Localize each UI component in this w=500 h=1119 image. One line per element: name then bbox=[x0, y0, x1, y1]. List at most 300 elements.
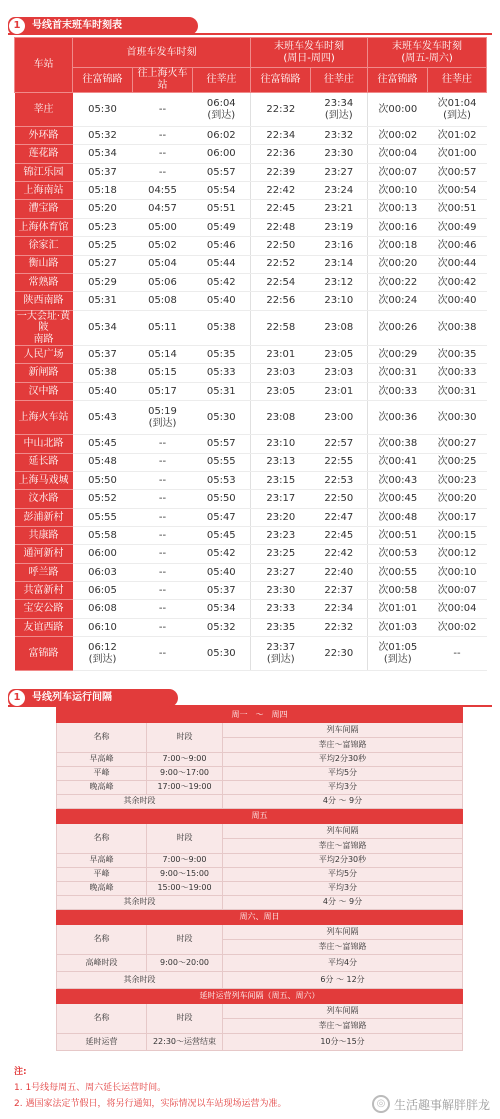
time-cell: 23:16 bbox=[311, 237, 368, 255]
time-cell: 22:30 bbox=[311, 637, 368, 671]
time-cell: 次00:27 bbox=[428, 435, 487, 453]
time-cell: 05:46 bbox=[193, 237, 251, 255]
period-name: 早高峰 bbox=[57, 753, 147, 767]
time-cell: 05:37 bbox=[73, 346, 133, 364]
time-cell: 05:45 bbox=[73, 435, 133, 453]
subheader-direction: 往莘庄 bbox=[193, 68, 251, 93]
time-cell: 06:03 bbox=[73, 563, 133, 581]
time-cell: 23:37 (到达) bbox=[251, 637, 311, 671]
camera-icon: ◎ bbox=[372, 1095, 390, 1113]
header-last-train-sun-thu: 末班车发车时刻 (周日-周四) bbox=[251, 38, 368, 68]
time-cell: 次00:35 bbox=[428, 346, 487, 364]
table-row bbox=[15, 218, 487, 236]
timetable-section-header bbox=[8, 17, 492, 37]
time-cell: 05:40 bbox=[193, 292, 251, 310]
time-cell: 06:10 bbox=[73, 618, 133, 636]
time-cell: 05:15 bbox=[133, 364, 193, 382]
time-cell: 次00:30 bbox=[428, 401, 487, 435]
time-cell: 23:12 bbox=[311, 273, 368, 291]
station-name: 共康路 bbox=[15, 526, 73, 544]
time-cell: 05:58 bbox=[73, 526, 133, 544]
time-cell: 22:45 bbox=[251, 200, 311, 218]
interval-section-header bbox=[8, 689, 492, 709]
time-cell: 次00:51 bbox=[368, 526, 428, 544]
time-cell: -- bbox=[133, 563, 193, 581]
time-cell: 05:17 bbox=[133, 382, 193, 400]
time-cell: 次00:42 bbox=[428, 273, 487, 291]
time-cell: 次00:38 bbox=[428, 310, 487, 346]
time-cell: 22:34 bbox=[251, 127, 311, 145]
interval-band: 延时运营列车间隔（周五、周六） bbox=[57, 989, 463, 1004]
time-cell: 05:53 bbox=[193, 471, 251, 489]
station-name: 共富新村 bbox=[15, 582, 73, 600]
col-name-header: 名称 bbox=[57, 824, 147, 854]
time-cell: 次00:10 bbox=[368, 182, 428, 200]
col-period-header: 时段 bbox=[147, 925, 223, 955]
time-cell: 05:32 bbox=[73, 127, 133, 145]
notes-title: 注: bbox=[14, 1067, 27, 1077]
interval-row bbox=[57, 882, 463, 896]
table-row bbox=[15, 508, 487, 526]
time-cell: 次00:51 bbox=[428, 200, 487, 218]
time-cell: 次00:12 bbox=[428, 545, 487, 563]
time-cell: 次00:18 bbox=[368, 237, 428, 255]
time-cell: -- bbox=[133, 93, 193, 127]
table-row bbox=[15, 453, 487, 471]
time-cell: 次00:31 bbox=[368, 364, 428, 382]
time-cell: 次00:02 bbox=[428, 618, 487, 636]
time-cell: 23:17 bbox=[251, 490, 311, 508]
time-cell: -- bbox=[133, 163, 193, 181]
time-cell: 次00:38 bbox=[368, 435, 428, 453]
time-cell: 23:24 bbox=[311, 182, 368, 200]
time-cell: 次00:58 bbox=[368, 582, 428, 600]
col-interval-header: 列车间隔 bbox=[223, 1004, 463, 1019]
time-cell: 22:58 bbox=[251, 310, 311, 346]
time-cell: 05:32 bbox=[193, 618, 251, 636]
time-cell: 05:18 bbox=[73, 182, 133, 200]
time-cell: 次00:10 bbox=[428, 563, 487, 581]
period-name: 延时运营 bbox=[57, 1034, 147, 1051]
col-interval-header: 列车间隔 bbox=[223, 925, 463, 940]
time-cell: 05:50 bbox=[193, 490, 251, 508]
subheader-direction: 往莘庄 bbox=[311, 68, 368, 93]
time-cell: 次00:07 bbox=[368, 163, 428, 181]
time-cell: 次00:31 bbox=[428, 382, 487, 400]
time-cell: 23:33 bbox=[251, 600, 311, 618]
time-cell: 05:55 bbox=[73, 508, 133, 526]
period-time: 22:30～运营结束 bbox=[147, 1034, 223, 1051]
col-name-header: 名称 bbox=[57, 723, 147, 753]
time-cell: 次00:54 bbox=[428, 182, 487, 200]
table-row bbox=[15, 163, 487, 181]
time-cell: 05:49 bbox=[193, 218, 251, 236]
time-cell: -- bbox=[133, 453, 193, 471]
time-cell: 次00:33 bbox=[428, 364, 487, 382]
time-cell: 23:25 bbox=[251, 545, 311, 563]
time-cell: 06:08 bbox=[73, 600, 133, 618]
time-cell: 次00:44 bbox=[428, 255, 487, 273]
station-name: 通河新村 bbox=[15, 545, 73, 563]
train-interval-table bbox=[56, 707, 463, 1051]
time-cell: 22:48 bbox=[251, 218, 311, 236]
time-cell: 次00:45 bbox=[368, 490, 428, 508]
table-row bbox=[15, 563, 487, 581]
station-name: 延长路 bbox=[15, 453, 73, 471]
watermark-text: 生活趣事解胖胖龙 bbox=[393, 1097, 490, 1112]
station-name: 一大会址·黄陂 南路 bbox=[15, 310, 73, 346]
time-cell: 05:45 bbox=[193, 526, 251, 544]
time-cell: 次00:41 bbox=[368, 453, 428, 471]
time-cell: 次00:16 bbox=[368, 218, 428, 236]
time-cell: 05:37 bbox=[73, 163, 133, 181]
time-cell: 05:57 bbox=[193, 163, 251, 181]
time-cell: 22:40 bbox=[311, 563, 368, 581]
time-cell: 22:55 bbox=[311, 453, 368, 471]
station-name: 漕宝路 bbox=[15, 200, 73, 218]
time-cell: 次01:05 (到达) bbox=[368, 637, 428, 671]
col-name-header: 名称 bbox=[57, 1004, 147, 1034]
period-name: 其余时段 bbox=[57, 795, 223, 809]
time-cell: 22:42 bbox=[311, 545, 368, 563]
time-cell: 次00:26 bbox=[368, 310, 428, 346]
section-title: 号线首末班车时刻表 bbox=[8, 17, 198, 35]
time-cell: 22:32 bbox=[251, 93, 311, 127]
time-cell: 05:30 bbox=[73, 93, 133, 127]
col-period-header: 时段 bbox=[147, 824, 223, 854]
table-row bbox=[15, 401, 487, 435]
interval-row bbox=[57, 955, 463, 972]
time-cell: 23:03 bbox=[311, 364, 368, 382]
interval-value: 10分～15分 bbox=[223, 1034, 463, 1051]
station-name: 汉中路 bbox=[15, 382, 73, 400]
time-cell: 05:31 bbox=[73, 292, 133, 310]
time-cell: 次01:03 bbox=[368, 618, 428, 636]
section-title: 号线列车运行间隔 bbox=[8, 689, 178, 707]
time-cell: 22:34 bbox=[311, 600, 368, 618]
time-cell: 05:42 bbox=[193, 545, 251, 563]
time-cell: 22:54 bbox=[251, 273, 311, 291]
period-name: 其余时段 bbox=[57, 972, 223, 989]
time-cell: 23:13 bbox=[251, 453, 311, 471]
time-cell: -- bbox=[133, 637, 193, 671]
time-cell: 04:57 bbox=[133, 200, 193, 218]
interval-row bbox=[57, 972, 463, 989]
table-row bbox=[15, 364, 487, 382]
station-name: 富锦路 bbox=[15, 637, 73, 671]
time-cell: 05:38 bbox=[73, 364, 133, 382]
interval-header-row bbox=[57, 723, 463, 738]
time-cell: 05:31 bbox=[193, 382, 251, 400]
time-cell: 04:55 bbox=[133, 182, 193, 200]
time-cell: 05:35 bbox=[193, 346, 251, 364]
station-name: 彭浦新村 bbox=[15, 508, 73, 526]
period-name: 晚高峰 bbox=[57, 882, 147, 896]
time-cell: 次00:40 bbox=[428, 292, 487, 310]
time-cell: 22:42 bbox=[251, 182, 311, 200]
col-period-header: 时段 bbox=[147, 1004, 223, 1034]
time-cell: 23:01 bbox=[251, 346, 311, 364]
interval-header-row bbox=[57, 925, 463, 940]
time-cell: 23:27 bbox=[311, 163, 368, 181]
interval-row bbox=[57, 795, 463, 809]
time-cell: 23:30 bbox=[251, 582, 311, 600]
interval-value: 平均2分30秒 bbox=[223, 854, 463, 868]
time-cell: -- bbox=[133, 600, 193, 618]
time-cell: 次00:13 bbox=[368, 200, 428, 218]
time-cell: 次00:49 bbox=[428, 218, 487, 236]
subheader-direction: 往莘庄 bbox=[428, 68, 487, 93]
time-cell: 23:32 bbox=[311, 127, 368, 145]
time-cell: 06:05 bbox=[73, 582, 133, 600]
table-row bbox=[15, 545, 487, 563]
period-time: 15:00～19:00 bbox=[147, 882, 223, 896]
time-cell: 05:44 bbox=[193, 255, 251, 273]
period-name: 平峰 bbox=[57, 767, 147, 781]
time-cell: 05:34 bbox=[193, 600, 251, 618]
time-cell: 06:00 bbox=[193, 145, 251, 163]
line-number-badge: 1 bbox=[9, 18, 25, 34]
time-cell: 23:15 bbox=[251, 471, 311, 489]
interval-band: 周六、周日 bbox=[57, 910, 463, 925]
interval-band-row bbox=[57, 989, 463, 1004]
table-row bbox=[15, 435, 487, 453]
time-cell: 次00:43 bbox=[368, 471, 428, 489]
time-cell: 05:20 bbox=[73, 200, 133, 218]
interval-value: 平均5分 bbox=[223, 767, 463, 781]
period-time: 7:00～9:00 bbox=[147, 753, 223, 767]
interval-header-row bbox=[57, 824, 463, 839]
station-name: 上海南站 bbox=[15, 182, 73, 200]
time-cell: 次00:46 bbox=[428, 237, 487, 255]
time-cell: 05:47 bbox=[193, 508, 251, 526]
table-row bbox=[15, 382, 487, 400]
time-cell: 次00:55 bbox=[368, 563, 428, 581]
time-cell: -- bbox=[133, 435, 193, 453]
time-cell: 05:57 bbox=[193, 435, 251, 453]
time-cell: 05:50 bbox=[73, 471, 133, 489]
time-cell: 次00:02 bbox=[368, 127, 428, 145]
time-cell: 22:47 bbox=[311, 508, 368, 526]
route-header: 莘庄～富锦路 bbox=[223, 1019, 463, 1034]
time-cell: 23:20 bbox=[251, 508, 311, 526]
time-cell: 次00:48 bbox=[368, 508, 428, 526]
station-name: 衡山路 bbox=[15, 255, 73, 273]
subheader-direction: 往富锦路 bbox=[251, 68, 311, 93]
interval-row bbox=[57, 868, 463, 882]
period-name: 早高峰 bbox=[57, 854, 147, 868]
period-name: 晚高峰 bbox=[57, 781, 147, 795]
table-row bbox=[15, 490, 487, 508]
line-number-badge: 1 bbox=[9, 690, 25, 706]
interval-band-row bbox=[57, 910, 463, 925]
time-cell: 次00:04 bbox=[368, 145, 428, 163]
time-cell: 23:03 bbox=[251, 364, 311, 382]
time-cell: -- bbox=[133, 618, 193, 636]
station-name: 新闸路 bbox=[15, 364, 73, 382]
interval-value: 平均3分 bbox=[223, 781, 463, 795]
time-cell: -- bbox=[133, 490, 193, 508]
timetable-body bbox=[15, 93, 487, 671]
table-row bbox=[15, 637, 487, 671]
time-cell: 次00:23 bbox=[428, 471, 487, 489]
time-cell: 05:40 bbox=[193, 563, 251, 581]
period-name: 高峰时段 bbox=[57, 955, 147, 972]
time-cell: 23:05 bbox=[251, 382, 311, 400]
time-cell: 23:23 bbox=[251, 526, 311, 544]
station-name: 陕西南路 bbox=[15, 292, 73, 310]
station-name: 友谊西路 bbox=[15, 618, 73, 636]
header-station: 车站 bbox=[15, 38, 73, 93]
time-cell: 05:06 bbox=[133, 273, 193, 291]
time-cell: 23:05 bbox=[311, 346, 368, 364]
time-cell: 05:54 bbox=[193, 182, 251, 200]
subheader-direction: 往富锦路 bbox=[73, 68, 133, 93]
interval-band-row bbox=[57, 809, 463, 824]
time-cell: 05:30 bbox=[193, 637, 251, 671]
watermark bbox=[372, 1095, 490, 1113]
period-time: 7:00～9:00 bbox=[147, 854, 223, 868]
time-cell: 次00:24 bbox=[368, 292, 428, 310]
route-header: 莘庄～富锦路 bbox=[223, 839, 463, 854]
table-row bbox=[15, 310, 487, 346]
table-row bbox=[15, 237, 487, 255]
station-name: 上海体育馆 bbox=[15, 218, 73, 236]
time-cell: 23:14 bbox=[311, 255, 368, 273]
time-cell: 23:08 bbox=[251, 401, 311, 435]
interval-row bbox=[57, 753, 463, 767]
station-name: 锦江乐园 bbox=[15, 163, 73, 181]
station-name: 汶水路 bbox=[15, 490, 73, 508]
time-cell: 05:52 bbox=[73, 490, 133, 508]
period-time: 9:00～20:00 bbox=[147, 955, 223, 972]
station-name: 莲花路 bbox=[15, 145, 73, 163]
time-cell: 次00:25 bbox=[428, 453, 487, 471]
interval-row bbox=[57, 781, 463, 795]
time-cell: 22:45 bbox=[311, 526, 368, 544]
header-first-train: 首班车发车时刻 bbox=[73, 38, 251, 68]
time-cell: 次01:01 bbox=[368, 600, 428, 618]
time-cell: 05:43 bbox=[73, 401, 133, 435]
subheader-direction: 往上海火车站 bbox=[133, 68, 193, 93]
note-item: 2. 遇国家法定节假日，将另行通知，实际情况以车站现场运营为准。 bbox=[14, 1099, 287, 1109]
time-cell: 次00:00 bbox=[368, 93, 428, 127]
time-cell: 05:08 bbox=[133, 292, 193, 310]
time-cell: 23:00 bbox=[311, 401, 368, 435]
time-cell: 次00:57 bbox=[428, 163, 487, 181]
time-cell: 23:30 bbox=[311, 145, 368, 163]
time-cell: 05:14 bbox=[133, 346, 193, 364]
station-name: 上海马戏城 bbox=[15, 471, 73, 489]
time-cell: -- bbox=[133, 508, 193, 526]
time-cell: 22:50 bbox=[311, 490, 368, 508]
table-row bbox=[15, 255, 487, 273]
time-cell: 05:51 bbox=[193, 200, 251, 218]
time-cell: 05:29 bbox=[73, 273, 133, 291]
time-cell: -- bbox=[133, 127, 193, 145]
time-cell: 05:23 bbox=[73, 218, 133, 236]
time-cell: 次01:00 bbox=[428, 145, 487, 163]
time-cell: -- bbox=[133, 545, 193, 563]
interval-row bbox=[57, 1034, 463, 1051]
table-row bbox=[15, 600, 487, 618]
col-interval-header: 列车间隔 bbox=[223, 824, 463, 839]
time-cell: 22:32 bbox=[311, 618, 368, 636]
time-cell: 次00:33 bbox=[368, 382, 428, 400]
time-cell: -- bbox=[428, 637, 487, 671]
time-cell: 22:39 bbox=[251, 163, 311, 181]
table-row bbox=[15, 618, 487, 636]
interval-row bbox=[57, 767, 463, 781]
table-row bbox=[15, 182, 487, 200]
time-cell: 22:50 bbox=[251, 237, 311, 255]
time-cell: 次00:17 bbox=[428, 508, 487, 526]
interval-band-row bbox=[57, 708, 463, 723]
time-cell: 23:35 bbox=[251, 618, 311, 636]
time-cell: 05:55 bbox=[193, 453, 251, 471]
time-cell: 05:40 bbox=[73, 382, 133, 400]
station-name: 宝安公路 bbox=[15, 600, 73, 618]
interval-band: 周一 ～ 周四 bbox=[57, 708, 463, 723]
first-last-train-timetable bbox=[14, 37, 487, 671]
station-name: 徐家汇 bbox=[15, 237, 73, 255]
time-cell: 05:00 bbox=[133, 218, 193, 236]
time-cell: -- bbox=[133, 145, 193, 163]
table-row bbox=[15, 346, 487, 364]
interval-value: 平均4分 bbox=[223, 955, 463, 972]
station-name: 呼兰路 bbox=[15, 563, 73, 581]
time-cell: 05:37 bbox=[193, 582, 251, 600]
time-cell: 次00:20 bbox=[428, 490, 487, 508]
time-cell: 05:34 bbox=[73, 145, 133, 163]
time-cell: -- bbox=[133, 471, 193, 489]
time-cell: 次00:53 bbox=[368, 545, 428, 563]
time-cell: 23:34 (到达) bbox=[311, 93, 368, 127]
time-cell: -- bbox=[133, 582, 193, 600]
time-cell: 次01:04 (到达) bbox=[428, 93, 487, 127]
time-cell: 06:00 bbox=[73, 545, 133, 563]
interval-header-row bbox=[57, 1004, 463, 1019]
time-cell: 06:12 (到达) bbox=[73, 637, 133, 671]
time-cell: 05:38 bbox=[193, 310, 251, 346]
time-cell: 05:04 bbox=[133, 255, 193, 273]
table-row bbox=[15, 292, 487, 310]
time-cell: 次01:02 bbox=[428, 127, 487, 145]
time-cell: 05:25 bbox=[73, 237, 133, 255]
table-row bbox=[15, 526, 487, 544]
interval-value: 4分 ～ 9分 bbox=[223, 795, 463, 809]
period-time: 9:00～15:00 bbox=[147, 868, 223, 882]
time-cell: 23:21 bbox=[311, 200, 368, 218]
time-cell: 23:19 bbox=[311, 218, 368, 236]
time-cell: 05:02 bbox=[133, 237, 193, 255]
time-cell: 23:10 bbox=[251, 435, 311, 453]
subheader-direction: 往富锦路 bbox=[368, 68, 428, 93]
period-name: 平峰 bbox=[57, 868, 147, 882]
col-interval-header: 列车间隔 bbox=[223, 723, 463, 738]
station-name: 人民广场 bbox=[15, 346, 73, 364]
time-cell: 05:42 bbox=[193, 273, 251, 291]
station-name: 上海火车站 bbox=[15, 401, 73, 435]
interval-value: 4分 ～ 9分 bbox=[223, 896, 463, 910]
period-name: 其余时段 bbox=[57, 896, 223, 910]
time-cell: 23:08 bbox=[311, 310, 368, 346]
time-cell: 次00:20 bbox=[368, 255, 428, 273]
time-cell: 22:53 bbox=[311, 471, 368, 489]
time-cell: 次00:04 bbox=[428, 600, 487, 618]
interval-value: 6分 ～ 12分 bbox=[223, 972, 463, 989]
station-name: 常熟路 bbox=[15, 273, 73, 291]
